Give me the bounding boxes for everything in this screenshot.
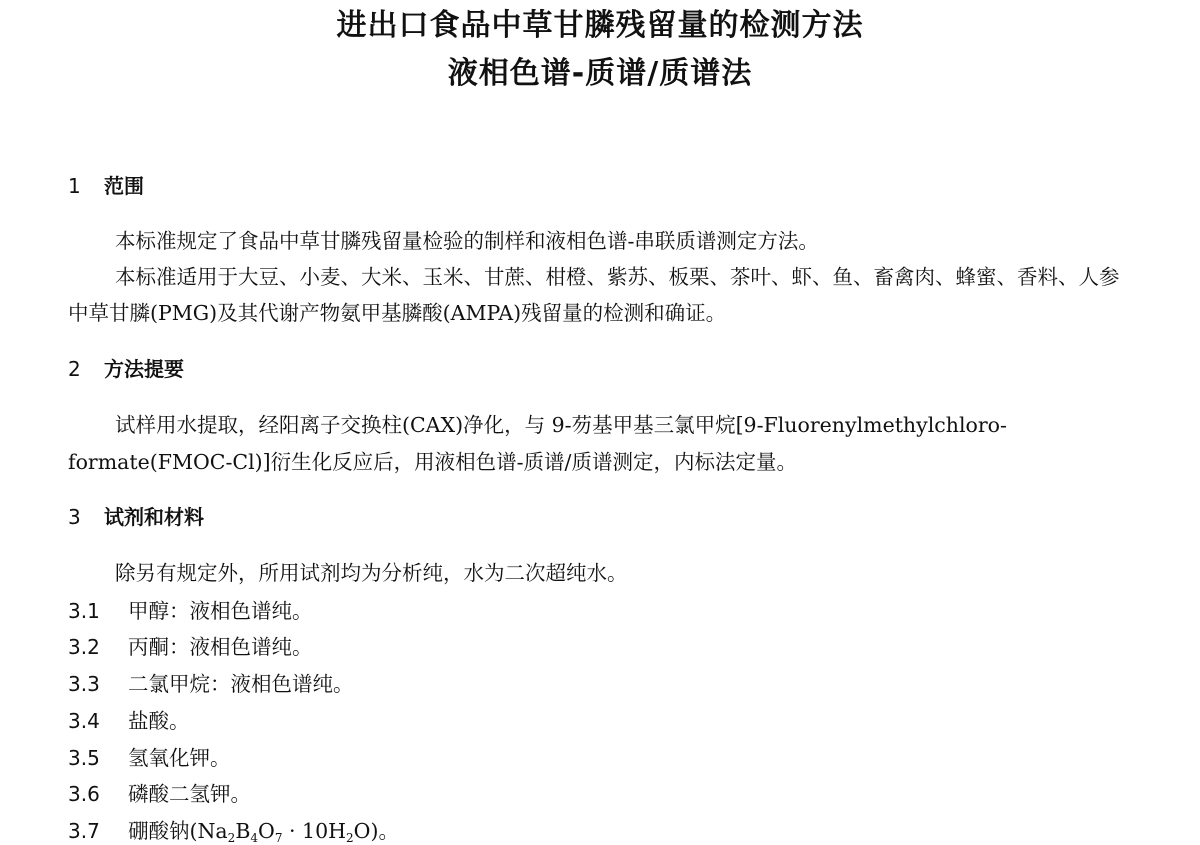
item-number: 3.1	[68, 599, 100, 623]
item-text: 甲醇：液相色谱纯。	[128, 599, 313, 623]
section-title: 范围	[104, 174, 144, 198]
list-item	[68, 667, 354, 697]
list-item	[68, 814, 399, 845]
section-2-heading	[68, 353, 184, 382]
item-number: 3.4	[68, 709, 100, 733]
item-text: 二氯甲烷：液相色谱纯。	[128, 672, 354, 696]
list-item	[68, 777, 251, 807]
list-item	[68, 594, 313, 624]
paragraph: 本标准规定了食品中草甘膦残留量检验的制样和液相色谱-串联质谱测定方法。	[115, 229, 819, 253]
item-text: 丙酮：液相色谱纯。	[128, 635, 313, 659]
section-title: 方法提要	[104, 357, 184, 381]
section-1-heading	[68, 170, 144, 199]
paragraph: 试样用水提取，经阳离子交换柱(CAX)净化，与 9-芴基甲基三氯甲烷[9-Fluorenylmethylchloro-	[115, 413, 1007, 437]
item-number: 3.2	[68, 635, 100, 659]
document-title-line2: 液相色谱-质谱/质谱法	[447, 56, 753, 91]
list-item	[68, 630, 313, 660]
item-number: 3.3	[68, 672, 100, 696]
section-title: 试剂和材料	[104, 505, 204, 529]
item-number: 3.7	[68, 819, 100, 843]
document-title-line1: 进出口食品中草甘膦残留量的检测方法	[336, 8, 864, 43]
item-number: 3.5	[68, 746, 100, 770]
item-text: 盐酸。	[128, 709, 190, 733]
section-3-heading	[68, 501, 204, 530]
section-number: 2	[68, 357, 81, 381]
paragraph-continuation: 中草甘膦(PMG)及其代谢产物氨甲基膦酸(AMPA)残留量的检测和确证。	[68, 301, 727, 325]
paragraph: 除另有规定外，所用试剂均为分析纯，水为二次超纯水。	[115, 561, 628, 585]
item-text-formula: 硼酸钠$(Na_2B_4O_7 \cdot 10H_2O)$。	[128, 819, 399, 845]
item-number: 3.6	[68, 782, 100, 806]
section-number: 1	[68, 174, 81, 198]
list-item	[68, 741, 231, 771]
list-item	[68, 704, 190, 734]
item-text: 磷酸二氢钾。	[128, 782, 251, 806]
section-number: 3	[68, 505, 81, 529]
item-text: 氢氧化钾。	[128, 746, 231, 770]
paragraph-continuation: formate(FMOC-Cl)]衍生化反应后，用液相色谱-质谱/质谱测定，内标法定量。	[68, 450, 797, 474]
paragraph: 本标准适用于大豆、小麦、大米、玉米、甘蔗、柑橙、紫苏、板栗、茶叶、虾、鱼、畜禽肉、蜂蜜、香料、人参	[115, 265, 1120, 289]
